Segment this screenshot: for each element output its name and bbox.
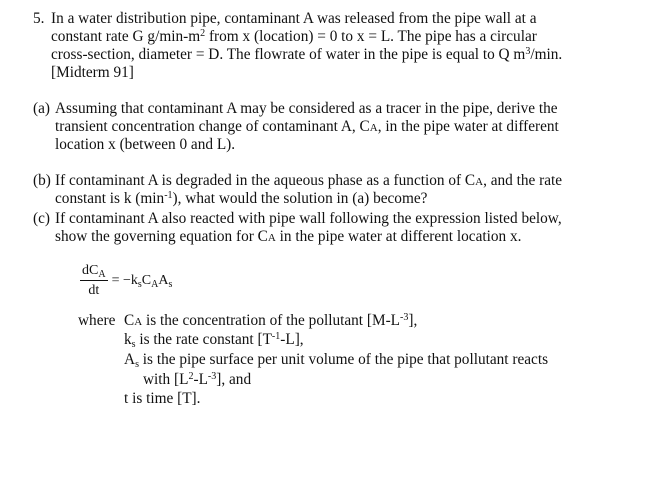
part-b-line-1 <box>55 172 562 191</box>
fraction-denominator: dt <box>88 283 100 298</box>
part-b-label: (b) <box>33 172 51 189</box>
text: is the rate constant [T <box>135 331 272 348</box>
subscript: s <box>131 339 136 350</box>
subscript: A <box>98 269 106 280</box>
part-a-line-3: location x (between 0 and L). <box>55 136 236 153</box>
rate-text: constant rate G g/min-m <box>51 28 201 45</box>
subscript: s <box>135 359 139 370</box>
symbol: A <box>124 351 136 368</box>
location-text: from x (location) = 0 to x = L. The pipe has a circular <box>208 28 537 45</box>
derivative-fraction <box>80 262 108 299</box>
superscript: -1 <box>271 331 281 342</box>
text: in the pipe water at different location x. <box>275 228 522 245</box>
where-label: where <box>78 312 116 329</box>
text: ), what would the solution in (a) become? <box>172 190 428 207</box>
text: is the concentration of the pollutant [M-L <box>142 312 401 329</box>
text: = −k <box>111 272 138 288</box>
part-a-line-1: Assuming that contaminant A may be considered as a tracer in the pipe, derive the <box>55 100 558 117</box>
problem-number: 5. <box>33 10 45 27</box>
text: constant is k (min <box>55 190 165 207</box>
superscript: -3 <box>400 312 409 323</box>
part-a-label: (a) <box>33 100 50 117</box>
problem-intro-line-2 <box>51 28 537 46</box>
symbol: k <box>124 331 132 348</box>
subscript: s <box>137 278 142 290</box>
text: with [L <box>143 371 189 388</box>
symbol: t <box>124 390 129 407</box>
text: transient concentration change of contaminant A, C <box>55 118 370 135</box>
symbol: C <box>124 312 135 329</box>
definition-t <box>124 390 200 408</box>
problem-intro-line-1: In a water distribution pipe, contaminant A was released from the pipe wall at a <box>51 10 537 27</box>
problem-source: [Midterm 91] <box>51 64 134 81</box>
subscript: A <box>151 278 159 290</box>
equation-rhs <box>112 273 173 289</box>
superscript: 3 <box>525 46 531 57</box>
text: If contaminant A is degraded in the aqueous phase as a function of C <box>55 172 476 189</box>
text: is time [T]. <box>128 390 201 407</box>
subscript: A <box>134 316 143 328</box>
text: ], and <box>216 371 252 388</box>
superscript: -1 <box>164 190 173 201</box>
text: dC <box>82 263 99 278</box>
definition-as <box>124 351 548 369</box>
text: C <box>141 272 152 288</box>
part-a-line-2 <box>55 118 559 137</box>
text: , and the rate <box>483 172 563 189</box>
subscript: A <box>369 122 378 134</box>
text: is the pipe surface per unit volume of the pipe that pollutant reacts <box>138 351 549 368</box>
part-b-line-2 <box>55 190 427 208</box>
fraction-numerator <box>80 262 108 281</box>
subscript: A <box>475 176 484 188</box>
subscript: s <box>168 278 173 290</box>
definition-as-continued <box>143 371 251 389</box>
superscript: 2 <box>188 371 194 382</box>
superscript: 2 <box>200 28 206 39</box>
subscript: A <box>267 232 276 244</box>
text: show the governing equation for C <box>55 228 268 245</box>
part-c-line-2 <box>55 228 521 247</box>
rate-equation <box>80 262 172 299</box>
problem-intro-line-3 <box>51 46 562 64</box>
text: , in the pipe water at different <box>377 118 559 135</box>
flowrate-unit: /min. <box>530 46 563 63</box>
superscript: -3 <box>207 371 217 382</box>
text: -L], <box>280 331 304 348</box>
flowrate-text: cross-section, diameter = D. The flowrate of water in the pipe is equal to Q m <box>51 46 526 63</box>
part-c-label: (c) <box>33 210 50 227</box>
text: -L <box>193 371 208 388</box>
definition-ca <box>124 312 417 331</box>
text: ], <box>408 312 418 329</box>
text: A <box>158 272 169 288</box>
part-c-line-1: If contaminant A also reacted with pipe wall following the expression listed below, <box>55 210 562 227</box>
definition-ks <box>124 331 304 349</box>
